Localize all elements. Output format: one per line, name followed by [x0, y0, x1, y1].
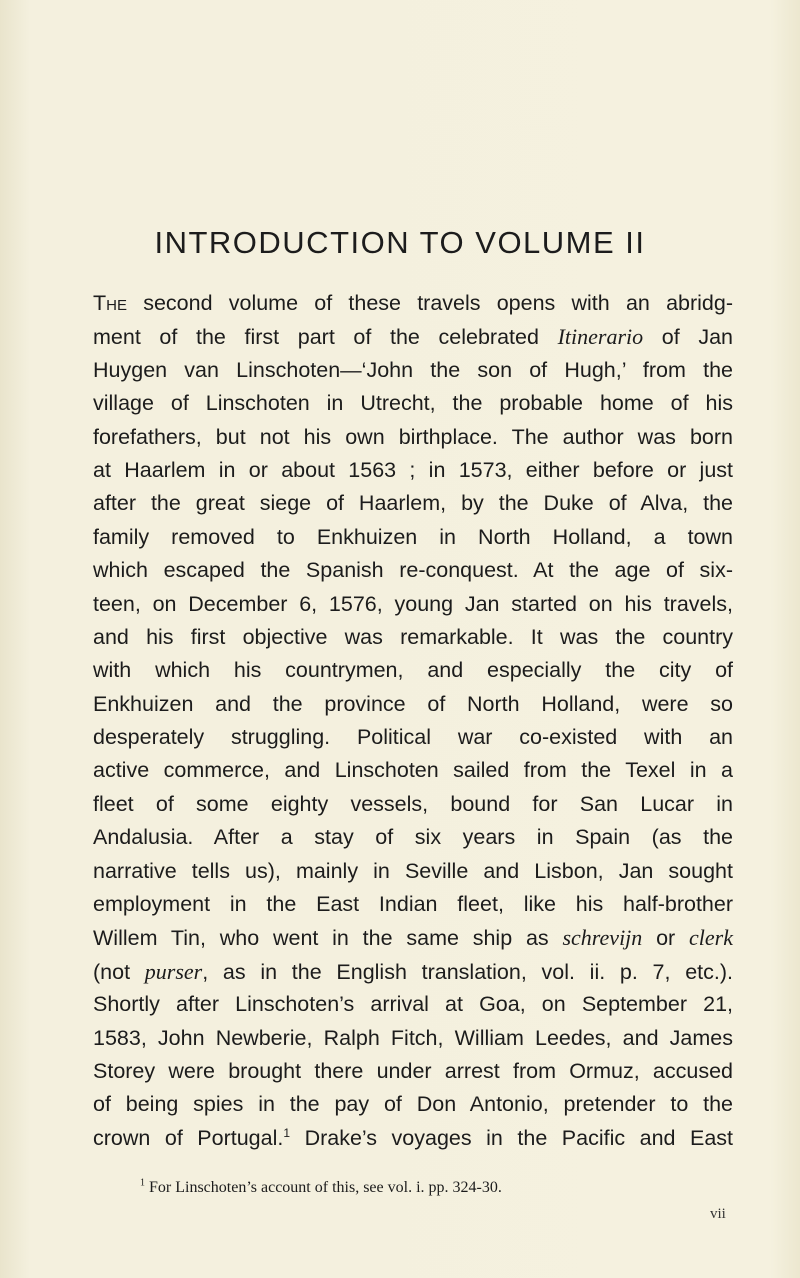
text-line: and his first objective was remarkable. It was the country [93, 624, 733, 649]
opening-word: The [93, 291, 127, 315]
text-line: desperately struggling. Political war co-existed with an [93, 725, 733, 750]
chapter-heading: INTRODUCTION TO VOLUME II [154, 225, 646, 260]
italic-term: clerk [689, 925, 733, 951]
text-line: Enkhuizen and the province of North Holland, were so [93, 691, 733, 716]
text-line: fleet of some eighty vessels, bound for San Lucar in [93, 791, 733, 816]
text-line: after the great siege of Haarlem, by the Duke of Alva, the [93, 491, 733, 516]
italic-term: schrevijn [562, 925, 643, 951]
italic-term: purser [144, 958, 203, 984]
text-line: of being spies in the pay of Don Antonio, pretender to the [93, 1092, 733, 1117]
text-line: teen, on December 6, 1576, young Jan started on his travels, [93, 591, 733, 616]
footnote-number: 1 [140, 1177, 145, 1189]
text-line: family removed to Enkhuizen in North Holland, a town [93, 524, 733, 549]
text-line: village of Linschoten in Utrecht, the probable home of his [93, 391, 733, 416]
text-line: employment in the East Indian fleet, like his half-brother [93, 892, 733, 917]
text-line: Willem Tin, who went in the same ship as schrevijn or clerk [93, 925, 733, 951]
body-text [93, 287, 733, 1155]
text-line: with which his countrymen, and especially the city of [93, 658, 733, 683]
footnote-text: For Linschoten’s account of this, see vol. i. pp. 324-30. [149, 1179, 502, 1196]
text-line: which escaped the Spanish re-conquest. At the age of six- [93, 558, 733, 583]
text-line: The second volume of these travels opens with an abridg- [93, 291, 733, 315]
text-line: forefathers, but not his own birthplace. The author was born [93, 424, 733, 449]
text-line: (not purser, as in the English translation, vol. ii. p. 7, etc.). [93, 958, 733, 984]
text-line: Shortly after Linschoten’s arrival at Goa, on September 21, [93, 992, 733, 1017]
page-number: vii [710, 1206, 726, 1222]
text-line: active commerce, and Linschoten sailed from the Texel in a [93, 758, 733, 783]
text-line: Andalusia. After a stay of six years in Spain (as the [93, 825, 733, 850]
text-line: at Haarlem in or about 1563 ; in 1573, either before or just [93, 457, 733, 482]
text-line: crown of Portugal.$^1$ Drake’s voyages in the Pacific and East [93, 1125, 734, 1150]
italic-title: Itinerario [557, 324, 644, 350]
text-line: narrative tells us), mainly in Seville and Lisbon, Jan sought [93, 858, 733, 883]
text-line: ment of the first part of the celebrated Itinerario of Jan [93, 324, 733, 350]
footnote [140, 1179, 502, 1197]
footnote-reference[interactable]: 1 [283, 1125, 291, 1140]
text-line: Huygen van Linschoten—‘John the son of Hugh,’ from the [93, 357, 733, 382]
text-line: 1583, John Newberie, Ralph Fitch, William Leedes, and James [93, 1025, 733, 1050]
text-line: Storey were brought there under arrest from Ormuz, accused [93, 1058, 733, 1083]
